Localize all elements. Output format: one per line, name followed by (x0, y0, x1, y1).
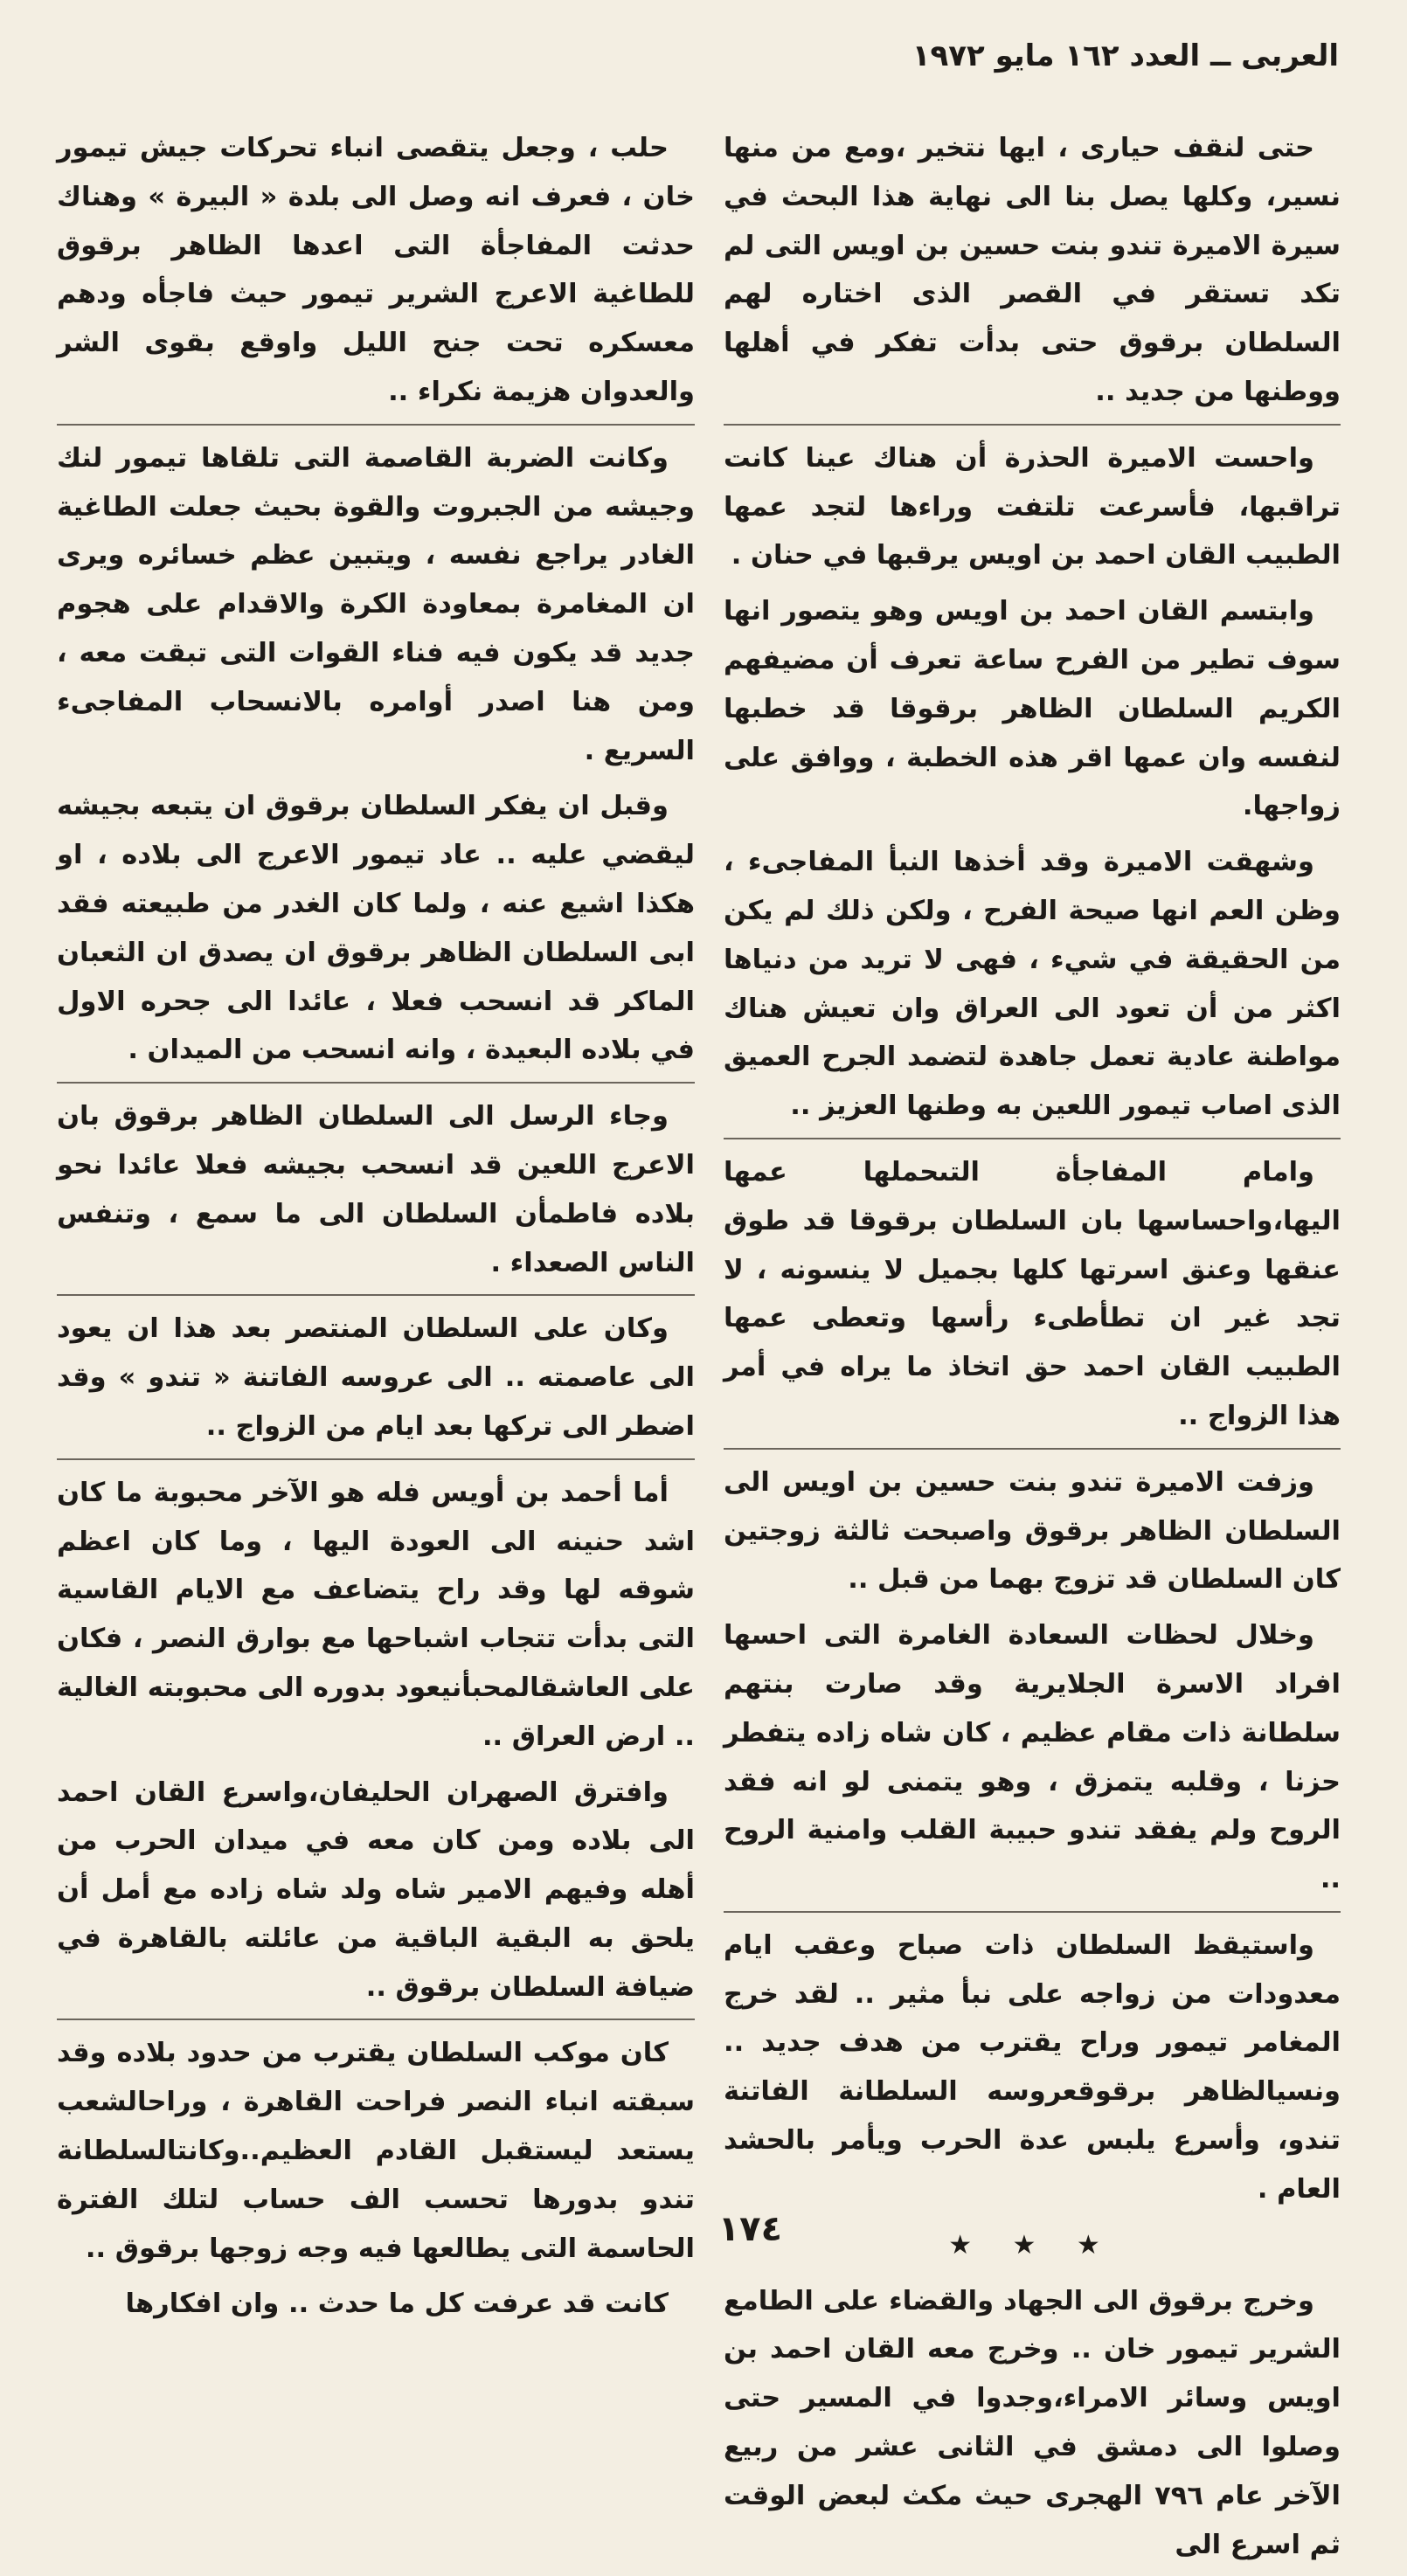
right-column (724, 124, 1341, 2576)
paragraph-divider (57, 424, 695, 426)
paragraph-divider (724, 1911, 1341, 1913)
paragraph-divider (57, 2019, 695, 2020)
paragraph: وخلال لحظات السعادة الغامرة التى احسها افراد الاسرة الجلايرية وقد صارت بنتهم سلطانة ذات مقام عظيم ، كان شاه زاده يتفطر حزنا ، وقلبه يتمزق ، وهو يتمنى لو انه فقد الروح ولم يفقد تندو حبيبة القلب وامنية الروح .. (724, 1620, 1341, 1895)
section-separator-stars: ★ ★ ★ (948, 2229, 1116, 2261)
paragraph: أما أحمد بن أويس فله هو الآخر محبوبة ما كان اشد حنينه الى العودة اليها ، وما كان اعظم شوقه لها وقد راح يتضاعف مع الايام القاسية التى بدأت تتجاب اشباحها مع بوارق النصر ، فكان على العاشقالمحبأنيعود بدوره الى محبوبته الغالية .. ارض العراق .. (57, 1477, 695, 1752)
paragraph: وقبل ان يفكر السلطان برقوق ان يتبعه بجيشه ليقضي عليه .. عاد تيمور الاعرج الى بلاده ، او هكذا اشيع عنه ، ولما كان الغدر من طبيعته فقد ابى السلطان الظاهر برقوق ان يصدق ان الثعبان الماكر قد انسحب فعلا ، عائدا الى جحره الاول في بلاده البعيدة ، وانه انسحب من الميدان . (57, 791, 695, 1066)
paragraph: وكان على السلطان المنتصر بعد هذا ان يعود الى عاصمته .. الى عروسه الفاتنة « تندو » وقد اضطر الى تركها بعد ايام من الزواج .. (57, 1313, 695, 1442)
paragraph: وشهقت الاميرة وقد أخذها النبأ المفاجىء ، وظن العم انها صيحة الفرح ، ولكن ذلك لم يكن من الحقيقة في شيء ، فهى لا تريد من دنياها اكثر من أن تعود الى العراق وان تعيش هناك مواطنة عادية تعمل جاهدة لتضمد الجرح العميق الذى اصاب تيمور اللعين به وطنها العزيز .. (724, 847, 1341, 1122)
paragraph: كان موكب السلطان يقترب من حدود بلاده وقد سبقته انباء النصر فراحت القاهرة ، وراحالشعب يستعد ليستقبل القادم العظيم..وكانتالسلطانة تندو بدورها تحسب الف حساب لتلك الفترة الحاسمة التى يطالعها فيه وجه زوجها برقوق .. (57, 2038, 695, 2264)
paragraph: وامام المفاجأة التىحملها عمها اليها،واحساسها بان السلطان برقوقا قد طوق عنقها وعنق اسرتها كلها بجميل لا ينسونه ، لا تجد غير ان تطأطىء رأسها وتعطى عمها الطبيب القان احمد حق اتخاذ ما يراه في أمر هذا الزواج .. (724, 1156, 1341, 1431)
paragraph-divider (724, 1138, 1341, 1139)
paragraph: واحست الاميرة الحذرة أن هناك عينا كانت تراقبها، فأسرعت تلتفت وراءها لتجد عمها الطبيب القان احمد بن اويس يرقبها في حنان . (724, 442, 1341, 571)
paragraph: وكانت الضربة القاصمة التى تلقاها تيمور لنك وجيشه من الجبروت والقوة بحيث جعلت الطاغية الغادر يراجع نفسه ، ويتبين عظم خسائره ويرى ان المغامرة بمعاودة الكرة والاقدام على هجوم جديد قد يكون فيه فناء القوات التى تبقت معه ، ومن هنا اصدر أوامره بالانسحاب المفاجىء السريع . (57, 442, 695, 766)
paragraph: واستيقظ السلطان ذات صباح وعقب ايام معدودات من زواجه على نبأ مثير .. لقد خرج المغامر تيمور وراح يقترب من هدف جديد .. ونسيالظاهر برقوقعروسه السلطانة الفاتنة تندو، وأسرع يلبس عدة الحرب ويأمر بالحشد العام . (724, 1929, 1341, 2205)
paragraph-divider (724, 424, 1341, 426)
paragraph-divider (57, 1294, 695, 1296)
page-number: ١٧٤ (717, 2209, 782, 2249)
paragraph-divider (57, 1458, 695, 1460)
paragraph: كانت قد عرفت كل ما حدث .. وان افكارها (125, 2289, 669, 2320)
paragraph: وخرج برقوق الى الجهاد والقضاء على الطامع الشرير تيمور خان .. وخرج معه القان احمد بن اويس وسائر الامراء،وجدوا في المسير حتى وصلوا الى دمشق في الثانى عشر من ربيع الآخر عام ٧٩٦ الهجرى حيث مكث لبعض الوقت ثم اسرع الى (724, 2285, 1341, 2560)
paragraph: وزفت الاميرة تندو بنت حسين بن اويس الى السلطان الظاهر برقوق واصبحت ثالثة زوجتين كان السلطان قد تزوج بهما من قبل .. (724, 1466, 1341, 1596)
paragraph: حلب ، وجعل يتقصى انباء تحركات جيش تيمور خان ، فعرف انه وصل الى بلدة « البيرة » وهناك حدثت المفاجأة التى اعدها الظاهر برقوق للطاغية الاعرج الشرير تيمور حيث فاجأه ودهم معسكره تحت جنح الليل واوقع بقوى الشر والعدوان هزيمة نكراء .. (57, 133, 695, 407)
paragraph: وجاء الرسل الى السلطان الظاهر برقوق بان الاعرج اللعين قد انسحب بجيشه فعلا عائدا نحو بلاده فاطمأن السلطان الى ما سمع ، وتنفس الناس الصعداء . (57, 1101, 695, 1278)
paragraph-divider (57, 1082, 695, 1084)
paragraph: وافترق الصهران الحليفان،واسرع القان احمد الى بلاده ومن كان معه في ميدان الحرب من أهله وفيهم الامير شاه ولد شاه زاده مع أمل أن يلحق به البقية الباقية من عائلته بالقاهرة في ضيافة السلطان برقوق .. (57, 1776, 695, 2003)
left-column (57, 124, 695, 2336)
paragraph: حتى لنقف حيارى ، ايها نتخير ،ومع من منها نسير، وكلها يصل بنا الى نهاية هذا البحث في سيرة الاميرة تندو بنت حسين بن اويس التى لم تكد تستقر في القصر الذى اختاره لهم السلطان برقوق حتى بدأت تفكر في أهلها ووطنها من جديد .. (724, 133, 1341, 407)
running-header: العربى ــ العدد ١٦٢ مايو ١٩٧٢ (911, 38, 1339, 73)
paragraph-divider (724, 1448, 1341, 1450)
paragraph: وابتسم القان احمد بن اويس وهو يتصور انها سوف تطير من الفرح ساعة تعرف أن مضيفهم الكريم السلطان الظاهر برقوقا قد خطبها لنفسه وان عمها اقر هذه الخطبة ، ووافق على زواجها. (724, 596, 1341, 822)
